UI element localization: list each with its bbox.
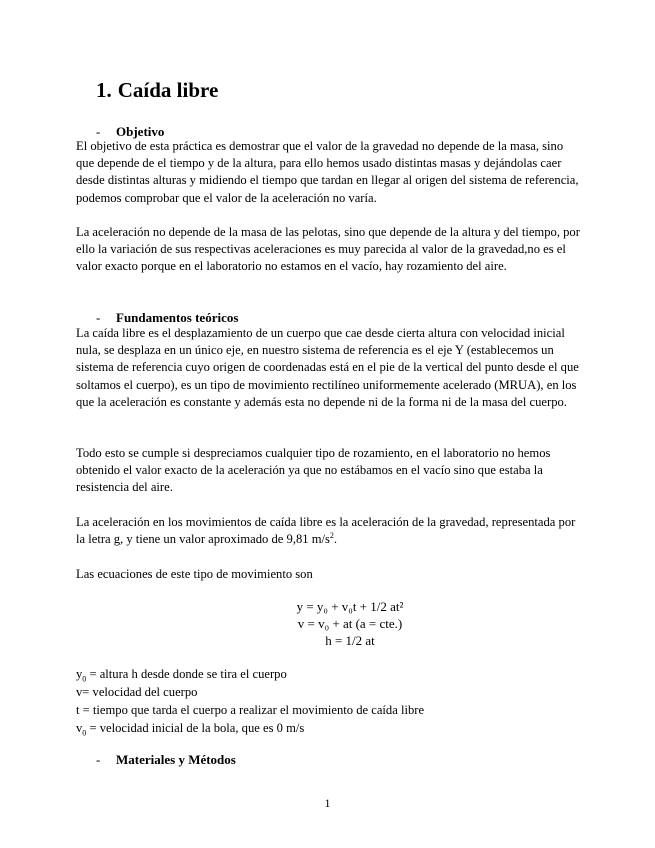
heading-text: Materiales y Métodos xyxy=(116,752,236,767)
heading-text: Fundamentos teóricos xyxy=(116,310,239,325)
section-heading-fundamentos xyxy=(96,310,238,326)
bullet-dash: - xyxy=(96,124,101,139)
gravity-text: La aceleración en los movimientos de caída libre es la aceleración de la gravedad, representada por la letra g, y tiene un valor aproximado de 9,81 m/s xyxy=(76,515,576,547)
variable-item: t = tiempo que tarda el cuerpo a realizar el movimiento de caída libre xyxy=(76,703,425,717)
equation-velocity xyxy=(270,615,430,632)
equation-height xyxy=(270,632,430,649)
variable-item: $v_0$ = velocidad inicial de la bola, que es 0 m/s xyxy=(76,721,305,738)
heading-text: Objetivo xyxy=(116,124,165,139)
equation-height-text: h = 1/2 at xyxy=(325,633,375,648)
equations-block xyxy=(270,598,430,649)
gravity-superscript: 2 xyxy=(329,531,334,541)
objetivo-paragraph-2: La aceleración no depende de la masa de las pelotas, sino que depende de la altura y del tiempo, por ello la variación de sus respectivas aceleraciones es muy parecida al valor de la gravedad,no es el valor exacto porque en el laboratorio no estamos en el vacío, hay rozamiento del aire. xyxy=(76,225,580,274)
variable-list xyxy=(76,665,581,737)
title-number: 1. xyxy=(96,78,112,102)
gravity-paragraph xyxy=(76,514,581,548)
bullet-dash: - xyxy=(96,310,101,325)
equations-intro: Las ecuaciones de este tipo de movimiento son xyxy=(76,567,313,581)
page-title xyxy=(96,78,218,103)
equation-velocity-text: v = v₀ + at (a = cte.) xyxy=(297,616,403,631)
title-text: Caída libre xyxy=(117,78,219,102)
fundamentos-paragraph-2: Todo esto se cumple si despreciamos cualquier tipo de rozamiento, en el laboratorio no hemos obtenido el valor exacto de la aceleración ya que no estábamos en el vacío sino que estaba la resistencia del aire. xyxy=(76,446,551,495)
equation-position xyxy=(270,598,430,615)
page-number: 1 xyxy=(324,796,331,810)
equation-position-text: y = y₀ + v₀t + 1/2 at² xyxy=(296,599,404,614)
objetivo-paragraph-1: El objetivo de esta práctica es demostrar que el valor de la gravedad no depende de la masa, sino que depende de el tiempo y de la altura, para ello hemos usado distintas masas y dejándolas caer desde distintas alturas y midiendo el tiempo que tardan en llegar al origen del sistema de referencia, podemos comprobar que el valor de la aceleración no varía. xyxy=(76,139,579,205)
variable-item: v= velocidad del cuerpo xyxy=(76,685,198,699)
gravity-end: . xyxy=(333,532,338,547)
section-heading-materiales xyxy=(96,752,236,768)
variable-item: $y_0$ = altura h desde donde se tira el cuerpo xyxy=(76,667,287,684)
bullet-dash: - xyxy=(96,752,101,767)
fundamentos-paragraph-1: La caída libre es el desplazamiento de un cuerpo que cae desde cierta altura con velocidad inicial nula, se desplaza en un único eje, en nuestro sistema de referencia es el eje Y (establecemos un sistema de referencia cuyo origen de coordenadas está en el pie de la vertical del punto desde el que soltamos el cuerpo), es un tipo de movimiento rectilíneo uniformemente acelerado (MRUA), en los que la aceleración es constante y además esta no depende ni de la forma ni de la masa del cuerpo. xyxy=(76,326,579,409)
